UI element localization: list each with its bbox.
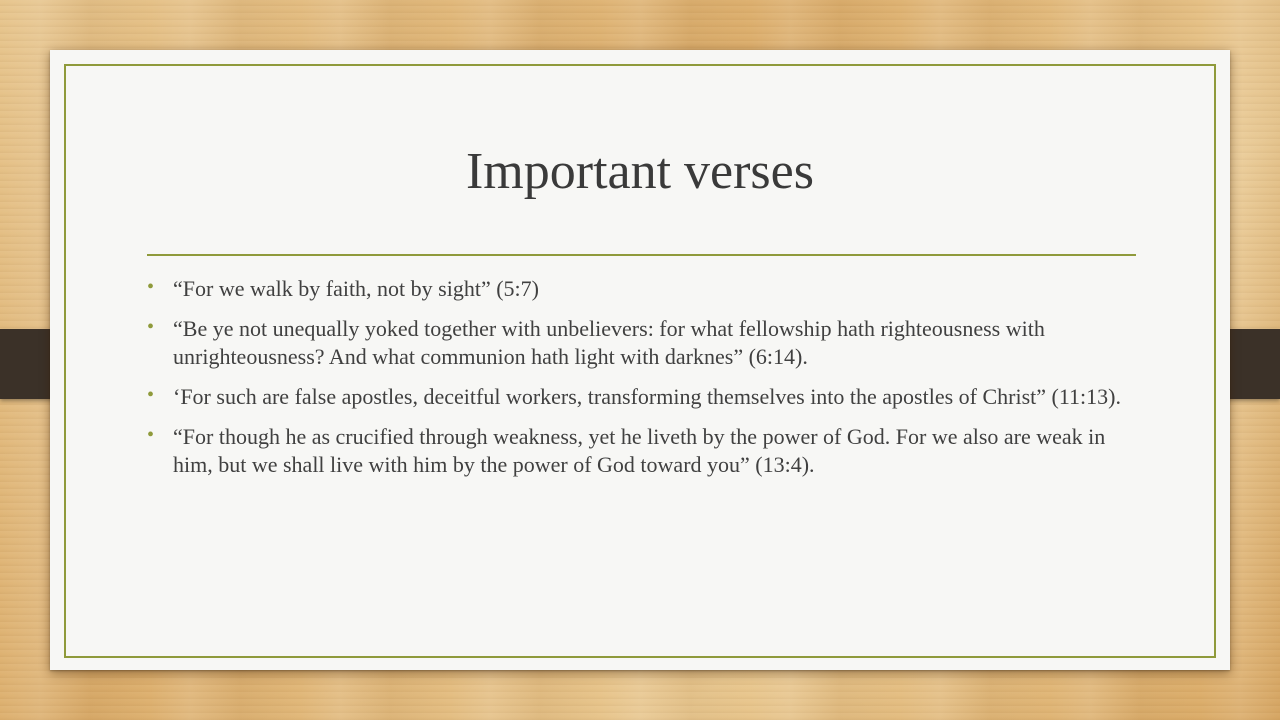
list-item xyxy=(145,423,1145,479)
bullet-icon: • xyxy=(147,424,155,446)
verse-text: “Be ye not unequally yoked together with unbelievers: for what fellowship hath righteousness with unrighteousness? And what communion hath light with darknes” (6:14). xyxy=(173,316,1045,369)
verse-text: “For we walk by faith, not by sight” (5:7) xyxy=(173,276,539,301)
slide-paper xyxy=(50,50,1230,670)
bullet-icon: • xyxy=(147,276,155,298)
list-item xyxy=(145,383,1145,411)
bullet-icon: • xyxy=(147,384,155,406)
verse-text: ‘For such are false apostles, deceitful workers, transforming themselves into the apostles of Christ” (11:13). xyxy=(173,384,1121,409)
title-divider xyxy=(147,254,1136,256)
verse-text: “For though he as crucified through weakness, yet he liveth by the power of God. For we also are weak in him, but we shall live with him by the power of God toward you” (13:4). xyxy=(173,424,1106,477)
bullet-icon: • xyxy=(147,316,155,338)
list-item xyxy=(145,315,1145,371)
list-item xyxy=(145,275,1145,303)
verse-list xyxy=(145,275,1145,491)
slide-title: Important verses xyxy=(465,143,814,200)
